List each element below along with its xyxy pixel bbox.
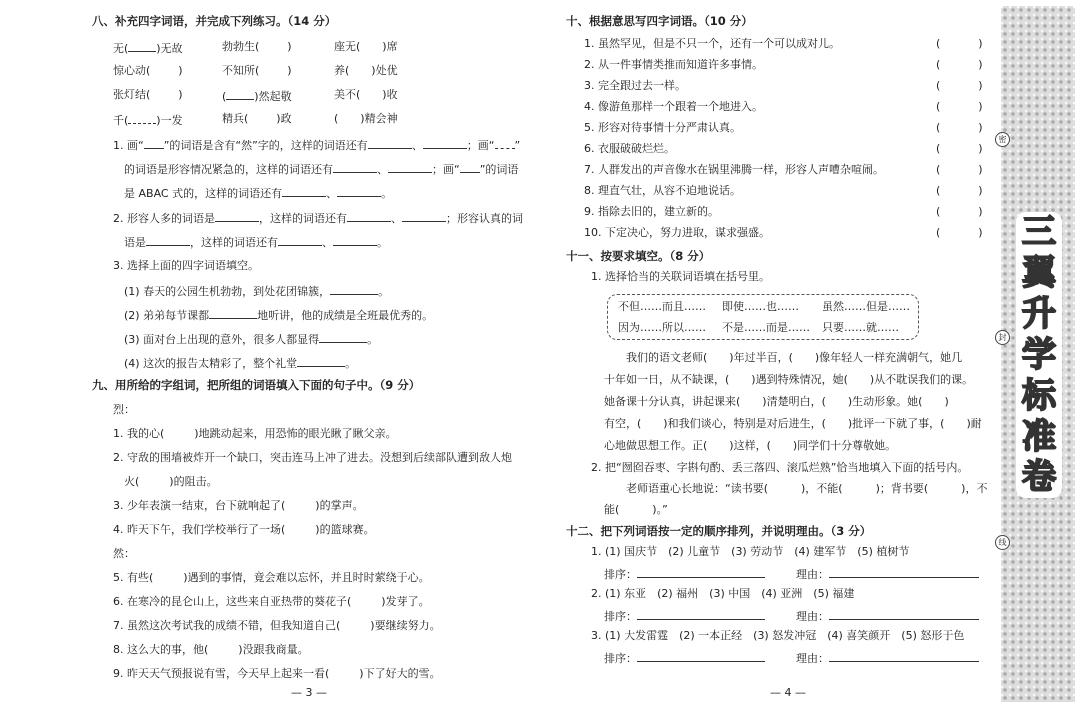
reason-row: 理由： (796, 650, 979, 666)
title-char: 翼 (1022, 253, 1056, 294)
q3-item: (2) 弟弟每节课都 地听讲，他的成绩是全班最优秀的。 (124, 309, 434, 322)
idiom-item: 惊心动( ) (113, 64, 183, 77)
answer-blank[interactable]: ( ) (936, 37, 983, 50)
title-char: 卷 (1022, 457, 1056, 498)
conjunction-option: 不但……而且…… (618, 300, 706, 313)
q1-line-3: 是 ABAC 式的，这样的词语还有 、 。 (124, 187, 393, 200)
s9-sentence: 5. 有些( )遇到的事情，竟会难以忘怀，并且时时萦绕于心。 (113, 571, 430, 584)
s9-sentence: 4. 昨天下午，我们学校举行了一场( )的篮球赛。 (113, 523, 375, 536)
passage-line: 心地做思想工作。正( )这样，( )同学们十分尊敬她。 (604, 439, 897, 452)
passage-line: 十年如一日，从不缺课，( )遇到特殊情况，她( )从不耽误我们的课。 (604, 373, 974, 386)
s12-item: 3. (1) 大发雷霆 (2) 一本正经 (3) 怒发冲冠 (4) 喜笑颜开 (5) 怒形于色 (591, 629, 965, 642)
q3-item: (4) 这次的报告太精彩了，整个礼堂 。 (124, 357, 357, 370)
idiom-item: 无( )无故 (113, 42, 183, 55)
s9-sentence: 火( )的阻击。 (124, 475, 218, 488)
s9-sentence: 9. 昨天天气预报说有雪，今天早上起来一看( )下了好大的雪。 (113, 667, 441, 680)
answer-blank[interactable]: ( ) (936, 79, 983, 92)
idiom-item: ( )精会神 (334, 112, 398, 125)
seal-mark: 封 (995, 330, 1010, 345)
section-8-title: 八、补充四字词语，并完成下列练习。（14 分） (92, 14, 337, 28)
q3-item: (3) 面对台上出现的意外，很多人都显得 。 (124, 333, 379, 346)
conjunction-option: 不是……而是…… (722, 321, 810, 334)
conjunction-option: 即使……也…… (722, 300, 799, 313)
s10-item: 1. 虽然罕见，但是不只一个，还有一个可以成对儿。 (584, 37, 840, 50)
s10-item: 7. 人群发出的声音像水在锅里沸腾一样，形容人声嘈杂喧闹。 (584, 163, 884, 176)
idiom-item: 美不( )收 (334, 88, 398, 101)
q1-line-2: 的词语是形容情况紧急的，这样的词语还有 、 ；画“ ”的词语 (124, 163, 519, 176)
idiom-item: 座无( )席 (334, 40, 398, 53)
answer-blank[interactable]: ( ) (936, 226, 983, 239)
order-row: 排序： (604, 650, 765, 666)
answer-blank[interactable]: ( ) (936, 100, 983, 113)
answer-blank[interactable]: ( ) (936, 142, 983, 155)
conjunction-option: 因为……所以…… (618, 321, 706, 334)
s9-sentence: 7. 虽然这次考试我的成绩不错，但我知道自己( )要继续努力。 (113, 619, 441, 632)
char-label-lie: 烈： (113, 403, 135, 416)
idiom-item: 勃勃生( ) (222, 40, 292, 53)
reason-row: 理由： (796, 608, 979, 624)
s12-item: 2. (1) 东亚 (2) 福州 (3) 中国 (4) 亚洲 (5) 福建 (591, 587, 855, 600)
answer-blank[interactable]: ( ) (936, 205, 983, 218)
s11-q1: 1. 选择恰当的关联词语填在括号里。 (591, 270, 770, 283)
conjunction-option: 只要……就…… (822, 321, 899, 334)
section-9-title: 九、用所给的字组词，把所组的词语填入下面的句子中。（9 分） (92, 378, 421, 392)
q2-line-1: 2. 形容人多的词语是 ，这样的词语还有 、 ；形容认真的词 (113, 212, 523, 225)
answer-blank[interactable]: ( ) (936, 58, 983, 71)
conjunction-box (607, 294, 919, 340)
s10-item: 5. 形容对待事情十分严肃认真。 (584, 121, 741, 134)
q3-title: 3. 选择上面的四字词语填空。 (113, 259, 259, 272)
section-10-title: 十、根据意思写四字词语。（10 分） (566, 14, 753, 28)
conjunction-option: 虽然……但是…… (822, 300, 910, 313)
s9-sentence: 1. 我的心( )地跳动起来，用恐怖的眼光瞅了瞅父亲。 (113, 427, 397, 440)
passage-line: 有空，( )和我们谈心，特别是对后进生，( )批评一下就了事，( )耐 (604, 417, 982, 430)
title-char: 准 (1022, 416, 1056, 457)
order-row: 排序： (604, 566, 765, 582)
s11-q2-line: 老师语重心长地说：“读书要( )，不能( )；背书要( )，不 (626, 482, 988, 495)
s10-item: 3. 完全跟过去一样。 (584, 79, 686, 92)
title-char: 标 (1022, 375, 1056, 416)
s10-item: 6. 衣服破破烂烂。 (584, 142, 675, 155)
order-row: 排序： (604, 608, 765, 624)
s9-sentence: 3. 少年表演一结束，台下就响起了( )的掌声。 (113, 499, 364, 512)
title-char: 升 (1022, 294, 1056, 335)
s10-item: 2. 从一件事情类推而知道许多事情。 (584, 58, 763, 71)
seal-mark: 线 (995, 535, 1010, 550)
side-title (1016, 212, 1062, 498)
reason-row: 理由： (796, 566, 979, 582)
section-12-title: 十二、把下列词语按一定的顺序排列，并说明理由。（3 分） (566, 524, 872, 538)
idiom-item: 养( )处优 (334, 64, 398, 77)
answer-blank[interactable]: ( ) (936, 184, 983, 197)
s10-item: 8. 理直气壮，从容不迫地说话。 (584, 184, 741, 197)
char-label-ran: 然： (113, 547, 135, 560)
s9-sentence: 6. 在寒冷的昆仑山上，这些来自亚热带的葵花子( )发芽了。 (113, 595, 430, 608)
s10-item: 4. 像游鱼那样一个跟着一个地进入。 (584, 100, 763, 113)
idiom-item: 不知所( ) (222, 64, 292, 77)
seal-mark: 密 (995, 132, 1010, 147)
q2-line-2: 语是 ，这样的词语还有 、 。 (124, 236, 388, 249)
answer-blank[interactable]: ( ) (936, 121, 983, 134)
s11-q2: 2. 把“囫囵吞枣、字斟句酌、丢三落四、滚瓜烂熟”恰当地填入下面的括号内。 (591, 461, 969, 474)
s11-q2-line: 能( )。” (604, 503, 668, 516)
title-char: 三 (1022, 212, 1056, 253)
answer-blank[interactable]: ( ) (936, 163, 983, 176)
idiom-item: 千( )一发 (113, 114, 183, 127)
title-char: 学 (1022, 334, 1056, 375)
idiom-item: 张灯结( ) (113, 88, 183, 101)
section-11-title: 十一、按要求填空。（8 分） (566, 249, 711, 263)
s9-sentence: 2. 守敌的围墙被炸开一个缺口，突击连马上冲了进去。没想到后续部队遭到敌人炮 (113, 451, 512, 464)
page-number-left: — 3 — (291, 686, 327, 699)
passage-line: 我们的语文老师( )年过半百，( )像年轻人一样充满朝气，她几 (626, 351, 963, 364)
s10-item: 9. 指除去旧的，建立新的。 (584, 205, 719, 218)
s9-sentence: 8. 这么大的事，他( )没跟我商量。 (113, 643, 309, 656)
s10-item: 10. 下定决心，努力进取，谋求强盛。 (584, 226, 770, 239)
q3-item: (1) 春天的公园生机勃勃，到处花团锦簇， 。 (124, 285, 390, 298)
idiom-item: ( )然起敬 (222, 90, 292, 103)
passage-line: 她备课十分认真，讲起课来( )清楚明白，( )生动形象。她( ) (604, 395, 949, 408)
s12-item: 1. (1) 国庆节 (2) 儿童节 (3) 劳动节 (4) 建军节 (5) 植树节 (591, 545, 910, 558)
q1-line-1: 1. 画“ ”的词语是含有“然”字的，这样的词语还有 、 ；画“ ” (113, 139, 521, 152)
page-number-right: — 4 — (770, 686, 806, 699)
idiom-item: 精兵( )政 (222, 112, 292, 125)
